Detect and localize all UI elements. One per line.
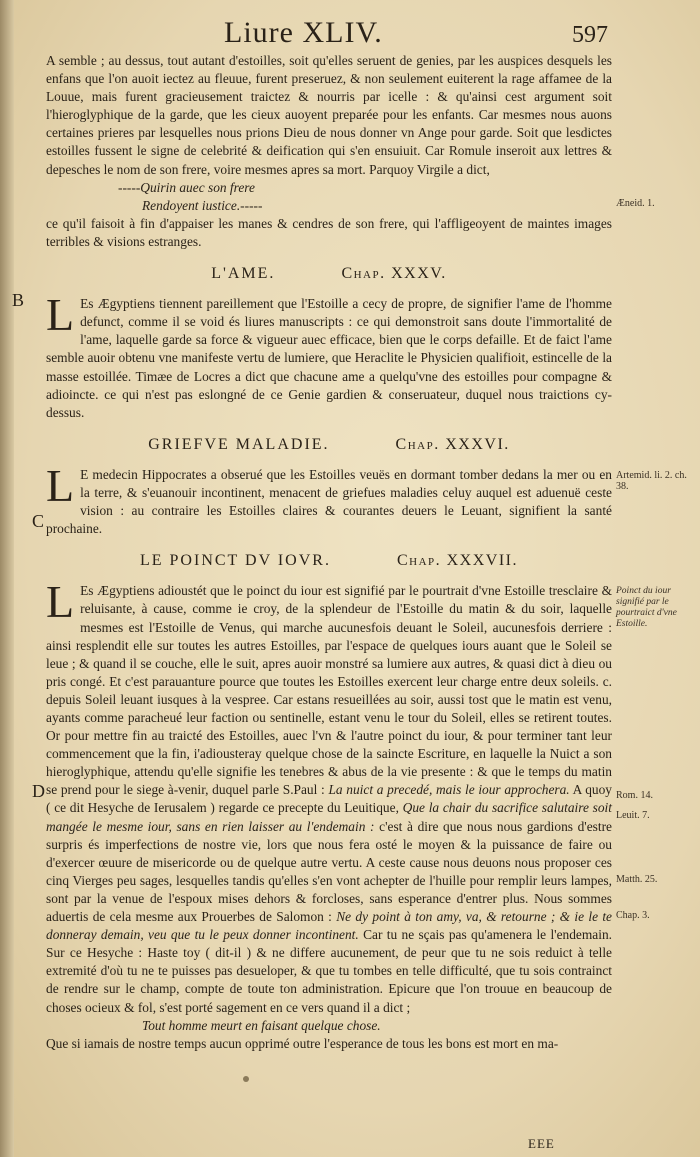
chapter-text: E medecin Hippocrates a obserué que les Estoilles veuës en dormant tomber dedans la mer ou en la terre, & s'euanouir incontinent, menacent de griefues maladies celuy auquel est aduenuë ceste vision : au contraire les Estoilles claires & courantes deuers le Leuant, signifient la santé prochaine.	[46, 466, 612, 537]
margin-note-leuit: Leuit. 7.	[616, 810, 650, 821]
margin-note-matth: Matth. 25.	[616, 874, 658, 885]
chapter-title: GRIEFVE MALADIE.	[148, 435, 330, 453]
margin-note-artemid: Artemid. li. 2. ch. 38.	[616, 470, 687, 492]
quote-prouerbes: Ne dy point à ton amy, va, & retourne ; & ie le te donneray demain, veu que tu le peux donner incontinent.	[46, 909, 612, 943]
margin-note-poinct-du-iour: Poinct du iour signifié par le pourtraict d'vne Estoille.	[616, 586, 677, 629]
margin-note-aeneid: Æneid. 1.	[616, 198, 655, 209]
main-text	[12, 52, 613, 1053]
chapter-title: L'AME.	[211, 265, 276, 283]
chapter-heading-36	[46, 436, 612, 454]
intro-paragraph: A semble ; au dessus, tout autant d'estoilles, soit qu'elles seruent de genies, par les auspices desquels les enfans que l'on auoit iectez au fleuue, furent preseruez, & non seulement euiterent la rage affamee de la Louue, mais furent gracieusement traictez & nourris par icelle : & qu'ainsi cest argument soit l'hieroglyphique de la garde, que les cieux auoyent preparée pour les enfants. Car mesmes nous auons certaines prieres par lesquelles nous prions Dieu de nous donner vn Ange pour garde. Soit que lesdictes estoilles fussent le signe de celebrité & deification qui s'en ensuiuit. Car Romule inseroit aux lettres & depesches le nom de son frere, voire mesmes apres sa mort. Parquoy Virgile a dict,	[46, 53, 612, 177]
drop-cap: L	[46, 576, 75, 628]
page-spine-shadow	[0, 0, 14, 1157]
last-line: Que si iamais de nostre temps aucun opprimé outre l'esperance de tous les bons est mort en ma-	[46, 1035, 559, 1051]
page-number: 597	[572, 22, 608, 48]
section-marker-b: B	[12, 290, 25, 311]
chapter-text: Es Ægyptiens tiennent pareillement que l'Estoille a cecy de propre, de signifier l'ame de l'homme defunct, comme il se void és liures manuscripts : ce qui demonstroit sans doute l'immortalité de l'ame, laquelle garde sa force & vigueur auec efficace, bien que le corps defaille. Et de faict l'ame semble auoir obtenu vne manifeste vertu de lumiere, que Heraclite le Physicien qualifioit, estincelle de la masse estoillée. Timæe de Locres a dict que chacune ame a quelqu'vne des estoilles pour compagne & adioincte. ce qui n'est pas eslongné de ce Genie gardien & conseruateur, duquel nous traictions cy-dessus.	[46, 296, 612, 420]
ink-spot	[243, 1076, 249, 1082]
verse-line-2: Rendoyent iustice.-----	[142, 197, 263, 213]
catchword: EEE	[528, 1136, 555, 1151]
drop-cap: L	[46, 289, 75, 341]
epicure-verse: Tout homme meurt en faisant quelque chose.	[142, 1017, 381, 1033]
chapter-text-a: Es Ægyptiens adioustét que le poinct du iour est signifié par le pourtrait d'vne Estoille tresclaire & reluisante, à cause, comme ie croy, de la splendeur de l'Estoille du matin & du soir, laquelle mesmes est l'Estoille de Venus, qui marche aucunesfois deuant le Soleil, aucunesfois derriere : ainsi resplendit elle sur toutes les autres Estoilles, par l'espace de quelques iours auant que le Soleil se leue ; & quand il se couche, elle le suit, apres auoir monstré sa lumiere aux autres, & quasi dict à dieu ou pris congé. Et c'est parauanture pource que toutes les Estoilles exercent leur charge entre deux soleils. c. depuis Soleil leuant iusques à la vespree. Car estans resueillées au soir, aussi tost que le matin est venu, ayants comme paracheué leur faction ou sentinelle, estant venu le tour du Soleil, elles se retirent toutes. Or pour mettre fin au traicté des Estoilles, auec l'vn & l'autre poinct du iour, & pour terminer tant leur commencement que la fin, i'adiousteray quelque chose de la saincte Escriture, en laquelle la Nuict a son hieroglyphique, attendu qu'elle signifie les tenebres & abus de la vie presente : & que le temps du matin se prend pour le siege à-venir, duquel parle S.Paul :	[46, 583, 612, 798]
drop-cap: L	[46, 459, 75, 511]
margin-note-rom: Rom. 14.	[616, 790, 653, 801]
chapter-number: Chap. XXXVI.	[395, 435, 510, 453]
verse-line-1: -----Quirin auec son frere	[118, 179, 255, 195]
section-marker-c: C	[32, 510, 45, 531]
chapter-title: LE POINCT DV IOVR.	[139, 552, 331, 570]
chapter-37-paragraph	[32, 576, 613, 1016]
margin-note-chap: Chap. 3.	[616, 910, 650, 921]
quote-leuitique: Que la chair du sacrifice salutaire soit mangée le mesme iour, sans en rien laisser au l'endemain :	[46, 800, 612, 834]
chapter-number: Chap. XXXVII.	[396, 552, 519, 570]
quote-st-paul: La nuict a precedé, mais le iour approchera.	[328, 782, 570, 798]
intro-paragraph-2: ce qu'il faisoit à fin d'appaiser les manes & cendres de son frere, qui l'affligeoyent de maintes images terribles & visions estranges.	[46, 215, 612, 249]
chapter-text-d: Car tu ne sçais pas qu'amenera le l'endemain. Sur ce Hesyche : Haste toy ( dit-il ) & ne differe aucunement, de peur que tu ne sois reduict à telle extremité d'où tu ne te puisses pas desueloper, & que tu tombes en telle difficulté, que tu sois contrainct de rendre sur le champ, compte de toute ton administration. Epicure que l'on trouue en beaucoup de choses ocieux & fol, s'est porté sagement en ce vers quand il a dict ;	[46, 927, 612, 1015]
chapter-number: Chap. XXXV.	[341, 265, 447, 283]
running-head: Liure XLIV.	[224, 16, 383, 49]
section-marker-d: D	[32, 781, 45, 802]
page-header	[0, 16, 700, 56]
chapter-text-b: A quoy ( ce dit Hesyche de Ierusalem ) regarde ce precepte du Leuitique,	[46, 782, 613, 816]
chapter-text-c: c'est à dire que nous nous gardions d'estre surpris és imperfections de nostre vie, lors que nous fera osté le moyen & la puissance de faire ou d'exercer œuure de misericorde ou de quelque autre vertu. A ceste cause nous deuons nous proposer ces cinq Vierges peu sages, lesquelles tandis qu'elles s'en vont achepter de l'huille pour remplir leurs lampes, sont par la venue de l'espoux mises dehors & forcloses, sans esperance d'entrer plus. Nous sommes aduertis de cela mesme aux Prouerbes de Salomon :	[46, 818, 612, 925]
chapter-heading-37	[46, 552, 612, 570]
chapter-heading-35	[46, 265, 612, 283]
chapter-35-paragraph	[12, 289, 612, 422]
chapter-36-paragraph	[32, 459, 612, 538]
